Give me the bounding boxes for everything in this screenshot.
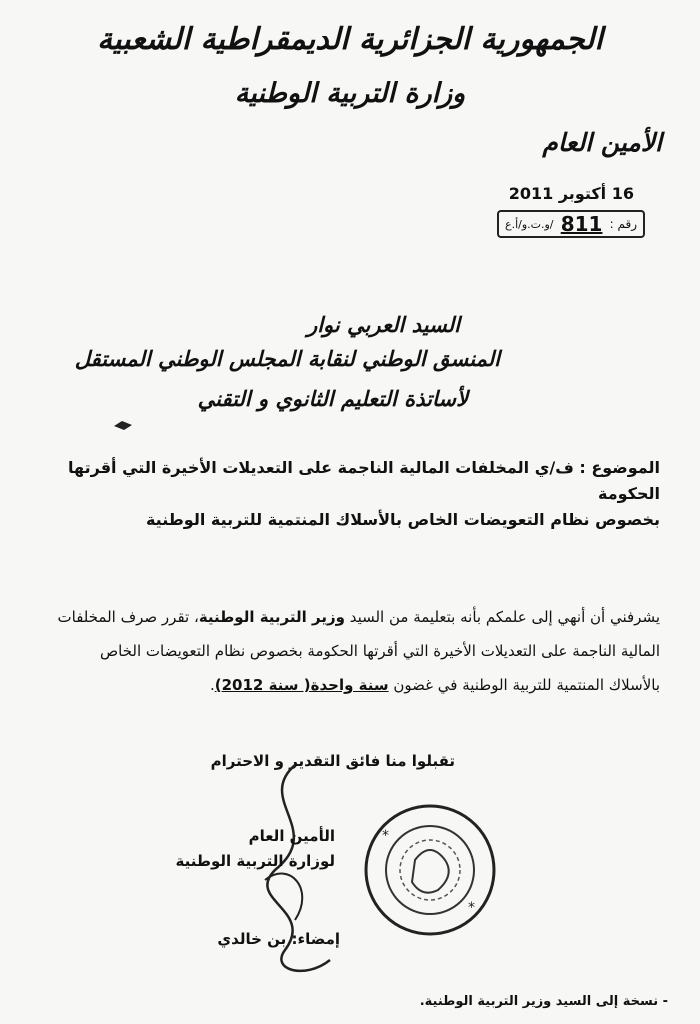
body-text: ، تقرر صرف المخلفات	[57, 608, 199, 626]
svg-text:*: *	[468, 900, 475, 916]
minister-title: وزير التربية الوطنية	[198, 608, 345, 626]
letter-date: 16 أكتوبر 2011	[508, 184, 634, 203]
reference-number: 811	[560, 212, 603, 236]
body-line2: المالية الناجمة على التعديلات الأخيرة التي أقرتها الحكومة بخصوص نظام التعويضات الخاص	[100, 642, 660, 660]
signatory-ministry: لوزارة التربية الوطنية	[175, 852, 335, 870]
addressee-line2: المنسق الوطني لنقابة المجلس الوطني المستقل	[74, 346, 500, 371]
subject-line1: الموضوع : ف/ي المخلفات المالية الناجمة على التعديلات الأخيرة التي أقرتها الحكومة	[68, 458, 660, 503]
subject-block	[40, 455, 660, 533]
reference-label: رقم :	[609, 217, 637, 231]
signatory-name: إمضاء: بن خالدي	[217, 930, 340, 948]
body-text: بالأسلاك المنتمية للتربية الوطنية في غضون	[388, 676, 660, 694]
handwritten-signature-icon	[235, 760, 345, 990]
svg-text:*: *	[382, 828, 389, 844]
reference-suffix: /و.ت.و/أ.ع	[505, 217, 554, 231]
ink-mark-icon	[112, 418, 134, 432]
office-title: الأمين العام	[542, 128, 662, 157]
republic-header: الجمهورية الجزائرية الديمقراطية الشعبية	[97, 22, 603, 57]
signatory-title: الأمين العام	[248, 827, 335, 845]
body-line1	[40, 600, 660, 634]
addressee-line3: لأساتذة التعليم الثانوي و التقني	[197, 386, 468, 411]
subject-line2: بخصوص نظام التعويضات الخاص بالأسلاك المنتمية للتربية الوطنية	[145, 510, 660, 529]
body-text: يشرفني أن أنهي إلى علمكم بأنه بتعليمة من السيد	[344, 608, 660, 626]
addressee-name: السيد العربي نوار	[307, 312, 460, 337]
body-line3	[40, 668, 660, 702]
deadline-text: سنة واحدة( سنة 2012)	[214, 676, 389, 694]
ministry-header: وزارة التربية الوطنية	[234, 78, 466, 109]
copy-note: - نسخة إلى السيد وزير التربية الوطنية.	[419, 994, 668, 1009]
closing-line: تقبلوا منا فائق التقدير و الاحترام	[210, 752, 455, 770]
body-paragraph	[40, 600, 660, 702]
reference-box	[497, 210, 645, 238]
body-text: .	[209, 676, 215, 694]
official-seal-icon	[360, 800, 500, 940]
